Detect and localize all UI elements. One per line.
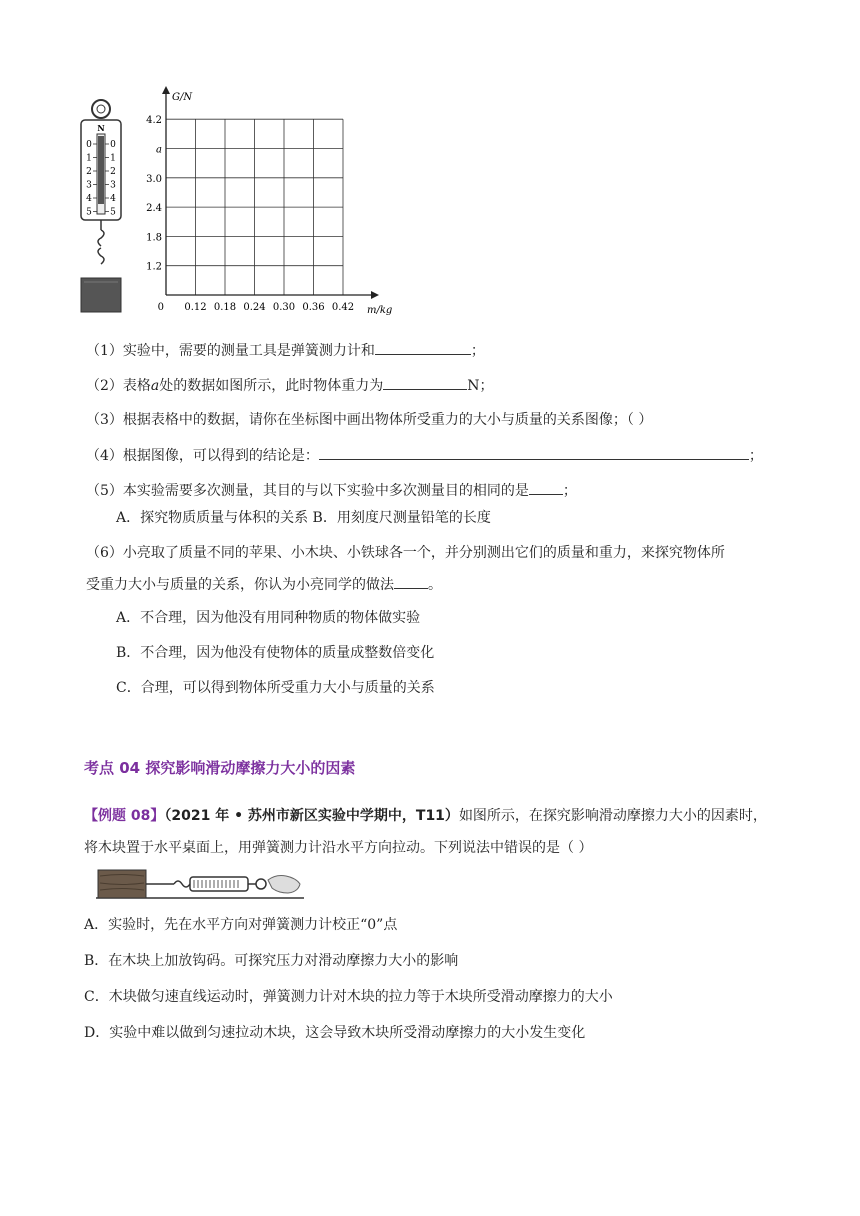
x-tick-label: 0.36 — [302, 302, 325, 313]
scale-unit-label: N — [97, 123, 105, 133]
question-6-option-c: C．合理，可以得到物体所受重力大小与质量的关系 — [116, 680, 435, 696]
y-tick-label: 1.8 — [146, 232, 162, 244]
example-option-b: B．在木块上加放钩码。可探究压力对滑动摩擦力大小的影响 — [84, 953, 459, 969]
example-option-a: A．实验时，先在水平方向对弹簧测力计校正“0”点 — [84, 917, 398, 933]
question-6-option-b: B．不合理，因为他没有使物体的质量成整数倍变化 — [116, 645, 435, 661]
question-5-end: ； — [562, 483, 577, 499]
spring-scale-figure — [76, 98, 126, 316]
question-1 — [86, 340, 485, 361]
scale-tick-right: 4 — [110, 194, 116, 204]
scale-tick-right: 5 — [110, 207, 116, 218]
x-tick-label: 0.42 — [331, 302, 355, 313]
hand-icon — [268, 876, 300, 894]
scale-tick-left: 4 — [86, 194, 92, 204]
scale-tick-right: 2 — [110, 167, 116, 177]
answer-blank-4[interactable] — [319, 445, 749, 460]
example-line1 — [84, 806, 767, 826]
friction-experiment-figure — [96, 866, 306, 900]
hanging-weight — [81, 278, 121, 312]
x-tick-label: 0.24 — [243, 302, 266, 313]
question-6-option-a: A．不合理，因为他没有用同种物质的物体做实验 — [116, 610, 421, 626]
example-option-c: C．木块做匀速直线运动时，弹簧测力计对木块的拉力等于木块所受滑动摩擦力的大小 — [84, 989, 613, 1005]
example-source: （2021 年 • 苏州市新区实验中学期中，T11） — [164, 808, 459, 824]
y-axis-arrow — [162, 86, 170, 94]
question-2-end: N； — [467, 378, 494, 394]
y-tick-label: a — [156, 144, 162, 156]
question-1-text: （1）实验中，需要的测量工具是弹簧测力计和 — [86, 343, 375, 359]
scale-tick-left: 0 — [86, 140, 92, 150]
y-axis-label: G/N — [172, 92, 193, 103]
x-tick-label: 0.12 — [184, 302, 207, 313]
scale-tick-right: 0 — [110, 140, 116, 150]
gravity-mass-chart — [130, 84, 394, 324]
question-6-line2 — [86, 574, 442, 595]
x-tick-label: 0.30 — [272, 302, 296, 313]
scale-tick-left: 3 — [86, 180, 92, 191]
scale-tick-right: 1 — [110, 153, 116, 164]
question-5-text: （5）本实验需要多次测量，其目的与以下实验中多次测量目的相同的是 — [86, 483, 529, 499]
section-title: 考点 04 探究影响滑动摩擦力大小的因素 — [84, 759, 356, 777]
y-tick-label: 4.2 — [146, 115, 162, 127]
origin-label: 0 — [157, 302, 164, 313]
spring-dynamometer — [190, 877, 248, 891]
example-tag: 【例题 08】 — [84, 808, 165, 824]
question-6-end: 。 — [428, 577, 442, 593]
example-text: 如图所示，在探究影响滑动摩擦力大小的因素时， — [458, 808, 767, 824]
x-axis-label: m/kg — [367, 305, 393, 316]
scale-tick-right: 3 — [110, 180, 116, 191]
example-line2: 将木块置于水平桌面上，用弹簧测力计沿水平方向拉动。下列说法中错误的是（ ） — [84, 840, 593, 856]
question-3: （3）根据表格中的数据，请你在坐标图中画出物体所受重力的大小与质量的关系图像；（ ） — [86, 412, 653, 428]
answer-blank-1[interactable] — [375, 340, 471, 355]
question-5-options: A．探究物质质量与体积的关系 B．用刻度尺测量铅笔的长度 — [116, 510, 491, 526]
example-option-d: D．实验中难以做到匀速拉动木块，这会导致木块所受滑动摩擦力的大小发生变化 — [84, 1025, 586, 1041]
question-2-text: 处的数据如图所示，此时物体重力为 — [159, 378, 384, 394]
question-4-end: ； — [748, 448, 763, 464]
y-tick-label: 3.0 — [146, 173, 162, 185]
scale-tick-left: 5 — [86, 207, 92, 218]
question-2-var: a — [150, 378, 160, 394]
question-6-line1: （6）小亮取了质量不同的苹果、小木块、小铁球各一个，并分别测出它们的质量和重力，来探究物体所 — [86, 545, 725, 561]
question-6-text: 受重力大小与质量的关系，你认为小亮同学的做法 — [86, 577, 394, 593]
y-tick-label: 2.4 — [146, 203, 162, 215]
answer-blank-6[interactable] — [394, 574, 428, 589]
scale-tick-left: 2 — [86, 167, 92, 177]
y-tick-label: 1.2 — [146, 261, 162, 273]
question-2 — [86, 375, 494, 396]
question-5 — [86, 480, 577, 501]
question-4-text: （4）根据图像，可以得到的结论是： — [86, 448, 319, 464]
x-tick-label: 0.18 — [213, 302, 237, 313]
scale-tick-left: 1 — [86, 153, 92, 164]
question-4 — [86, 445, 763, 466]
question-2-pre: （2）表格 — [86, 378, 151, 394]
x-axis-arrow — [371, 291, 379, 299]
question-1-end: ； — [470, 343, 485, 359]
answer-blank-5[interactable] — [529, 480, 563, 495]
answer-blank-2[interactable] — [383, 375, 467, 390]
